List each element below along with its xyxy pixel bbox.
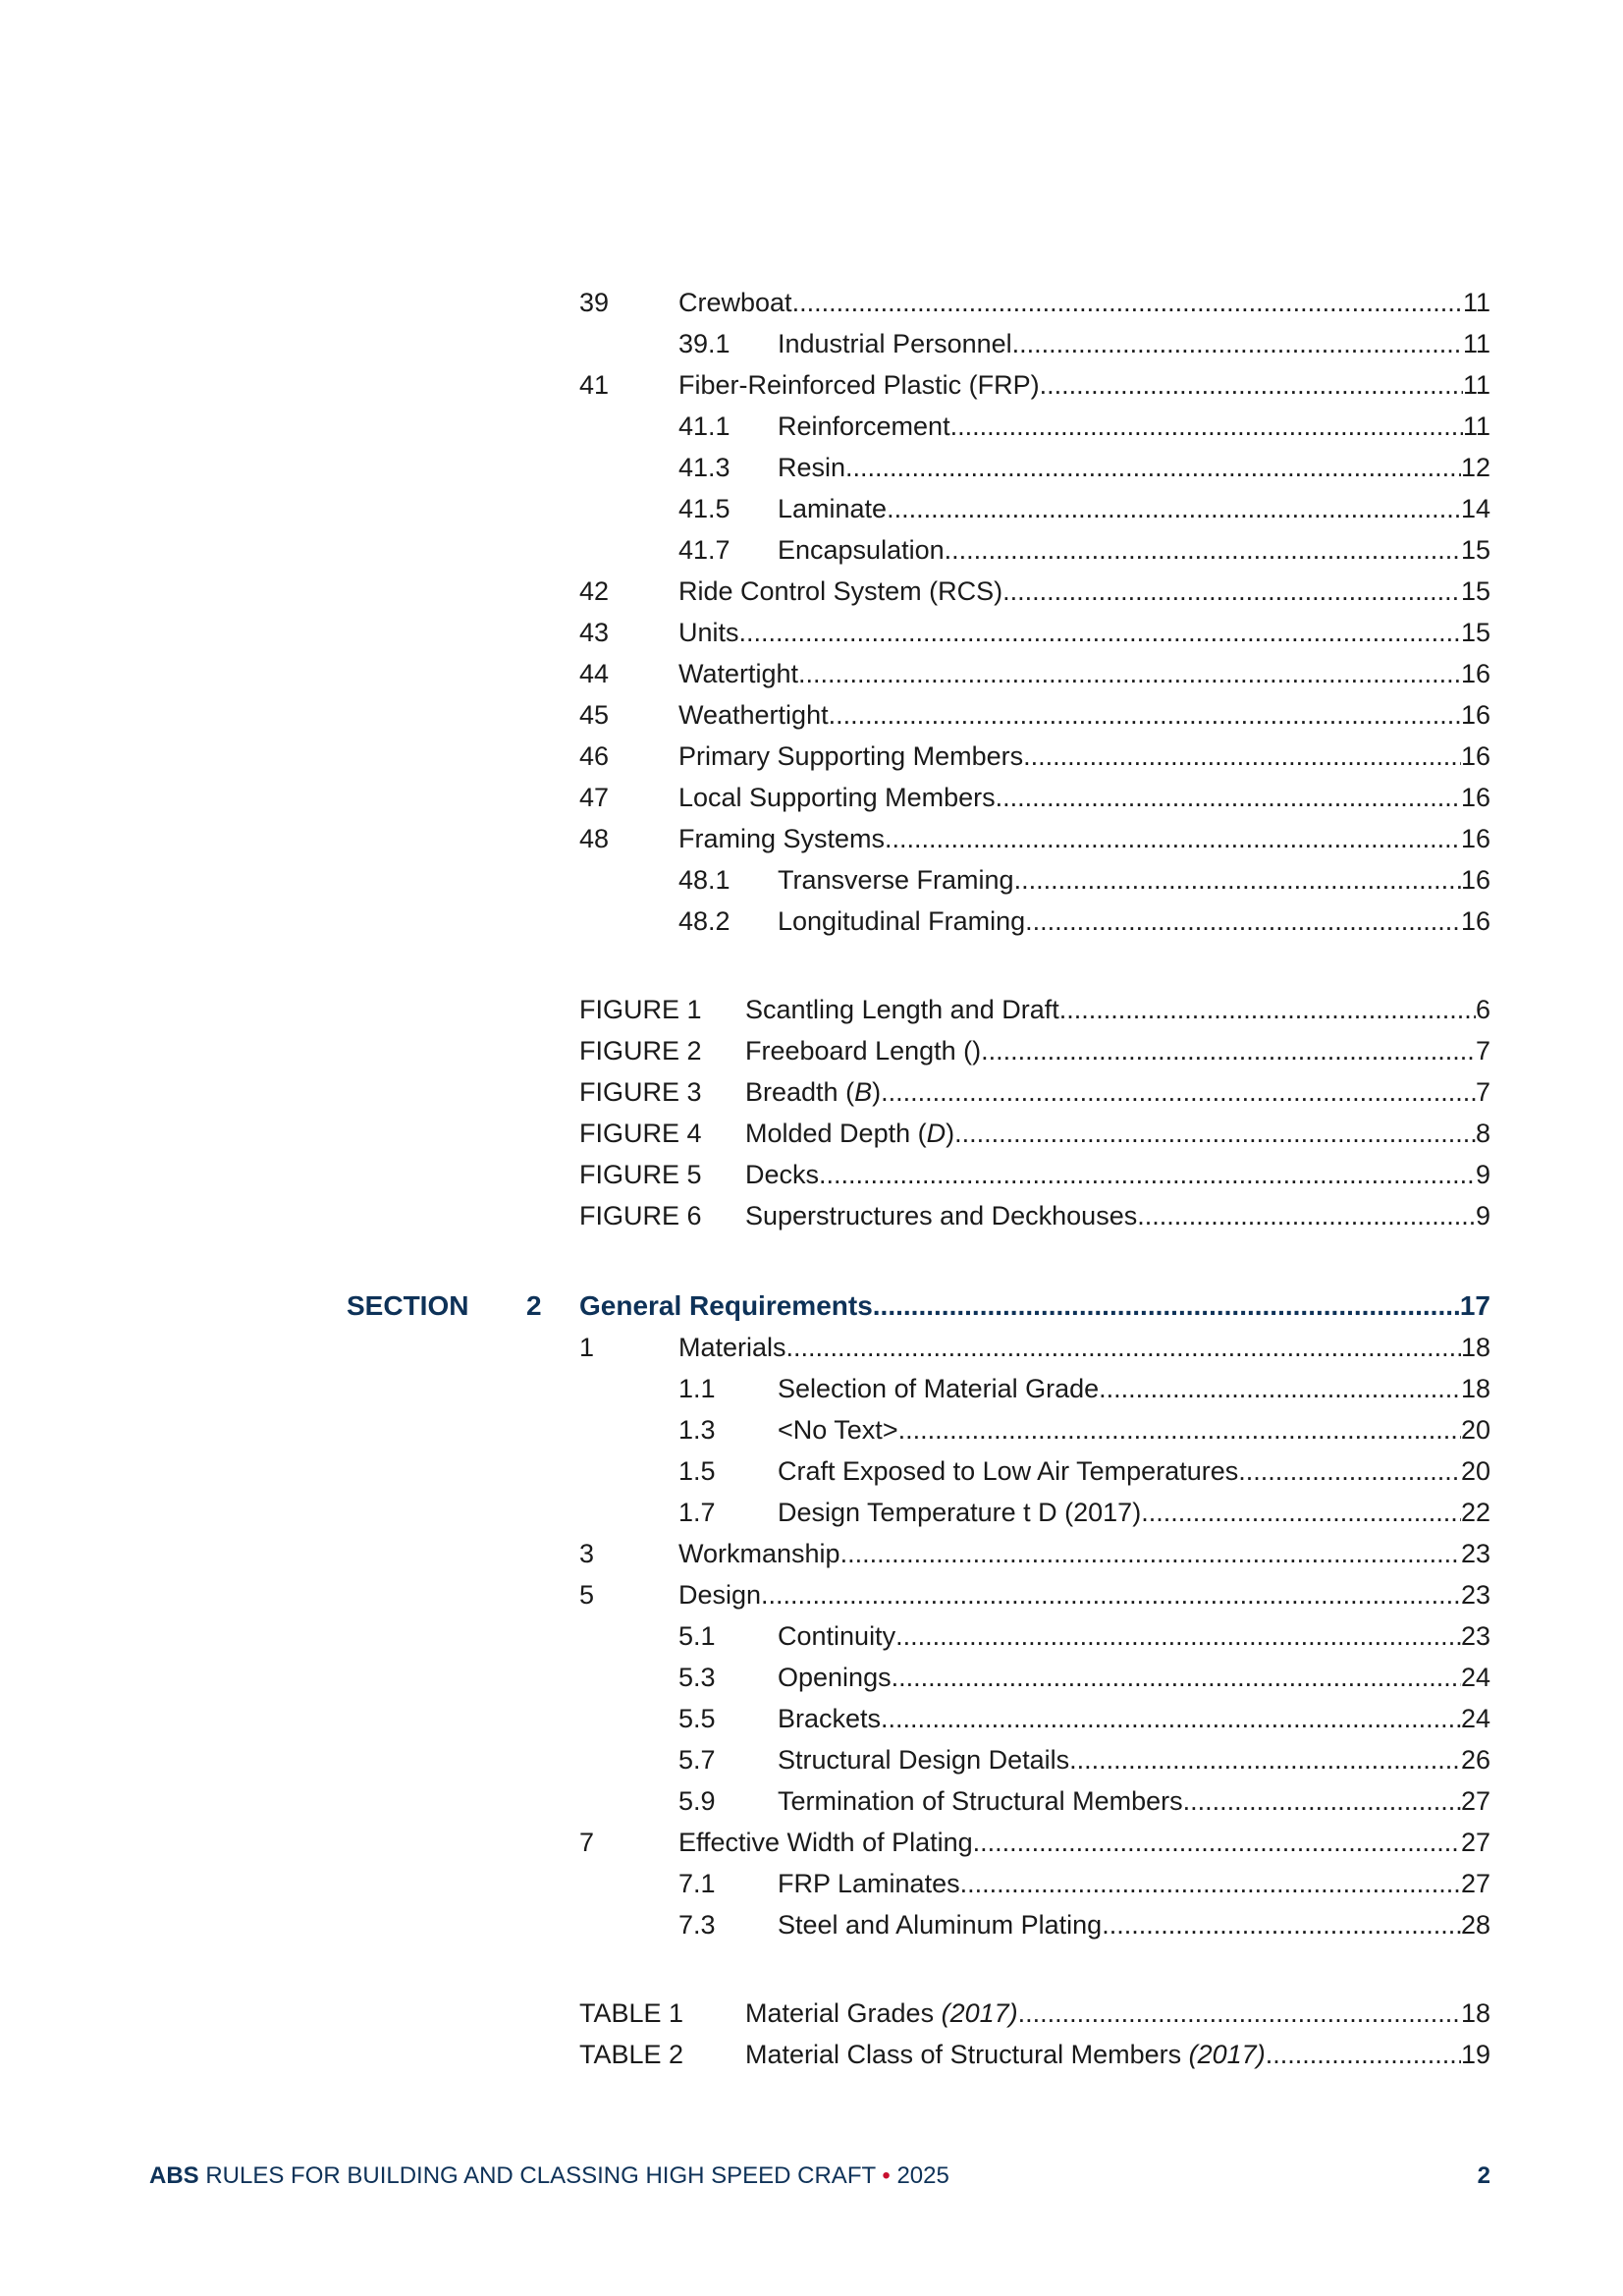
entry-number: FIGURE 6 bbox=[579, 1201, 702, 1230]
entry-title-text: Encapsulation bbox=[778, 535, 945, 565]
entry-title-text: FRP Laminates bbox=[778, 1869, 960, 1898]
entry-title bbox=[778, 1657, 892, 1698]
leader-dots bbox=[1002, 571, 1461, 612]
entry-title-text: Continuity bbox=[778, 1621, 896, 1651]
toc-entry[interactable] bbox=[579, 818, 1490, 859]
entry-title-text: Resin bbox=[778, 453, 846, 482]
entry-number: 7.1 bbox=[678, 1869, 716, 1898]
entry-title bbox=[778, 447, 845, 488]
figure-entry[interactable] bbox=[579, 1030, 1490, 1071]
entry-page: 11 bbox=[1462, 329, 1490, 358]
leader-dots bbox=[892, 1657, 1461, 1698]
leader-dots bbox=[1023, 736, 1461, 777]
toc-entry[interactable] bbox=[579, 282, 1490, 323]
entry-page: 15 bbox=[1460, 535, 1490, 565]
toc-entry[interactable] bbox=[579, 612, 1490, 653]
entry-title-text: Openings bbox=[778, 1663, 892, 1692]
entry-title bbox=[678, 818, 885, 859]
entry-title-italic: D bbox=[926, 1119, 947, 1148]
leader-dots bbox=[898, 1409, 1461, 1450]
entry-title bbox=[678, 653, 798, 694]
entry-title-text: <No Text> bbox=[778, 1415, 898, 1445]
toc-subentry[interactable] bbox=[678, 1904, 1490, 1945]
entry-number: 1.1 bbox=[678, 1374, 716, 1403]
entry-title-text: Steel and Aluminum Plating bbox=[778, 1910, 1103, 1940]
toc-subentry[interactable] bbox=[678, 901, 1490, 942]
toc-entry[interactable] bbox=[579, 1822, 1490, 1863]
entry-page: 22 bbox=[1460, 1498, 1490, 1527]
entry-page: 15 bbox=[1460, 576, 1490, 606]
leader-dots bbox=[792, 282, 1463, 323]
toc-entry[interactable] bbox=[579, 1574, 1490, 1615]
leader-dots bbox=[1141, 1492, 1461, 1533]
entry-title bbox=[778, 1450, 1238, 1492]
entry-title bbox=[778, 1492, 1141, 1533]
leader-dots bbox=[996, 777, 1461, 818]
entry-number: 43 bbox=[579, 618, 610, 647]
toc-entry[interactable] bbox=[579, 571, 1490, 612]
leader-dots bbox=[945, 529, 1461, 571]
figure-entry[interactable] bbox=[579, 1154, 1490, 1195]
entry-title bbox=[778, 1863, 960, 1904]
entry-title-text: Material Class of Structural Members bbox=[745, 2040, 1189, 2069]
toc-subentry[interactable] bbox=[678, 1739, 1490, 1780]
leader-dots bbox=[1040, 364, 1463, 406]
entry-title bbox=[778, 1409, 898, 1450]
entry-title bbox=[778, 859, 1014, 901]
section-page: 17 bbox=[1459, 1290, 1490, 1321]
entry-number: 3 bbox=[579, 1539, 595, 1568]
entry-title-text: Watertight bbox=[678, 659, 799, 688]
table-entry[interactable] bbox=[579, 2034, 1490, 2075]
toc-subentry[interactable] bbox=[678, 1657, 1490, 1698]
toc-subentry[interactable] bbox=[678, 488, 1490, 529]
leader-dots bbox=[1059, 989, 1476, 1030]
toc-subentry[interactable] bbox=[678, 1780, 1490, 1822]
entry-page: 15 bbox=[1460, 618, 1490, 647]
entry-page: 24 bbox=[1460, 1663, 1490, 1692]
entry-page: 27 bbox=[1460, 1828, 1490, 1857]
leader-dots bbox=[1014, 859, 1461, 901]
leader-dots bbox=[954, 1113, 1476, 1154]
leader-dots bbox=[1025, 901, 1461, 942]
leader-dots bbox=[885, 818, 1461, 859]
entry-title-text: Material Grades bbox=[745, 1998, 942, 2028]
entry-title bbox=[778, 1615, 895, 1657]
entry-title bbox=[745, 2034, 1266, 2075]
entry-title bbox=[745, 989, 1059, 1030]
entry-number: 5 bbox=[579, 1580, 595, 1610]
entry-title-text: Units bbox=[678, 618, 739, 647]
leader-dots bbox=[1099, 1368, 1461, 1409]
entry-page: 16 bbox=[1460, 741, 1490, 771]
entry-number: 48 bbox=[579, 824, 610, 853]
entry-number: 41 bbox=[579, 370, 610, 400]
entry-title bbox=[678, 612, 739, 653]
leader-dots bbox=[761, 1574, 1461, 1615]
toc-subentry[interactable] bbox=[678, 1615, 1490, 1657]
entry-title bbox=[678, 282, 792, 323]
entry-page: 6 bbox=[1475, 995, 1490, 1024]
entry-number: 7 bbox=[579, 1828, 595, 1857]
entry-title bbox=[745, 1993, 1018, 2034]
entry-title bbox=[778, 406, 950, 447]
entry-page: 11 bbox=[1462, 411, 1490, 441]
entry-number: 42 bbox=[579, 576, 610, 606]
section-label: SECTION bbox=[347, 1290, 469, 1321]
entry-title bbox=[745, 1071, 881, 1113]
footer-year: 2025 bbox=[896, 2162, 949, 2189]
entry-title-text: Brackets bbox=[778, 1704, 882, 1733]
toc-entry[interactable] bbox=[579, 364, 1490, 406]
entry-title-text: Primary Supporting Members bbox=[678, 741, 1024, 771]
entry-title bbox=[778, 1780, 1183, 1822]
entry-page: 9 bbox=[1475, 1201, 1490, 1230]
toc-subentry[interactable] bbox=[678, 1698, 1490, 1739]
section-title-link[interactable] bbox=[579, 1285, 1490, 1327]
toc-entry[interactable] bbox=[579, 736, 1490, 777]
entry-page: 7 bbox=[1475, 1036, 1490, 1066]
toc-subentry[interactable] bbox=[678, 859, 1490, 901]
entry-page: 16 bbox=[1460, 700, 1490, 730]
entry-page: 8 bbox=[1475, 1119, 1490, 1148]
leader-dots bbox=[1012, 323, 1463, 364]
entry-page: 16 bbox=[1460, 783, 1490, 812]
entry-title bbox=[778, 323, 1012, 364]
page-footer bbox=[149, 2157, 1490, 2196]
entry-title-text: Industrial Personnel bbox=[778, 329, 1012, 358]
entry-number: 41.5 bbox=[678, 494, 730, 523]
entry-title bbox=[678, 694, 829, 736]
entry-number: 45 bbox=[579, 700, 610, 730]
entry-title bbox=[678, 736, 1023, 777]
leader-dots bbox=[845, 447, 1461, 488]
entry-number: 44 bbox=[579, 659, 610, 688]
entry-number: 48.2 bbox=[678, 906, 730, 936]
leader-dots bbox=[840, 1533, 1461, 1574]
entry-title-text: Local Supporting Members bbox=[678, 783, 996, 812]
entry-title-text: Ride Control System (RCS) bbox=[678, 576, 1003, 606]
entry-page: 18 bbox=[1460, 1333, 1490, 1362]
entry-number: FIGURE 1 bbox=[579, 995, 702, 1024]
leader-dots bbox=[786, 1327, 1461, 1368]
entry-title-italic: (2017) bbox=[941, 1998, 1018, 2028]
leader-dots bbox=[873, 1285, 1460, 1327]
entry-number: 1.5 bbox=[678, 1456, 716, 1486]
entry-page: 16 bbox=[1460, 824, 1490, 853]
entry-title bbox=[745, 1154, 819, 1195]
entry-title-text: Effective Width of Plating bbox=[678, 1828, 973, 1857]
entry-page: 11 bbox=[1462, 370, 1490, 400]
toc-subentry[interactable] bbox=[678, 406, 1490, 447]
entry-page: 23 bbox=[1460, 1539, 1490, 1568]
toc-entry[interactable] bbox=[579, 653, 1490, 694]
entry-title-text: Longitudinal Framing bbox=[778, 906, 1026, 936]
table-entry[interactable] bbox=[579, 1993, 1490, 2034]
entry-title-text: Molded Depth ( bbox=[745, 1119, 927, 1148]
entry-number: 47 bbox=[579, 783, 610, 812]
leader-dots bbox=[887, 488, 1461, 529]
leader-dots bbox=[973, 1822, 1461, 1863]
figure-entry[interactable] bbox=[579, 1195, 1490, 1236]
entry-title-text: Design Temperature t D (2017) bbox=[778, 1498, 1142, 1527]
entry-page: 18 bbox=[1460, 1374, 1490, 1403]
entry-number: 39 bbox=[579, 288, 610, 317]
entry-number: 48.1 bbox=[678, 865, 730, 895]
entry-page: 20 bbox=[1460, 1415, 1490, 1445]
entry-number: 1 bbox=[579, 1333, 595, 1362]
entry-page: 20 bbox=[1460, 1456, 1490, 1486]
leader-dots bbox=[1018, 1993, 1461, 2034]
entry-number: 41.3 bbox=[678, 453, 730, 482]
figure-entry[interactable] bbox=[579, 1113, 1490, 1154]
entry-number: 39.1 bbox=[678, 329, 730, 358]
entry-title-text: Scantling Length and Draft bbox=[745, 995, 1059, 1024]
entry-number: 5.1 bbox=[678, 1621, 716, 1651]
leader-dots bbox=[819, 1154, 1476, 1195]
entry-title-text: Craft Exposed to Low Air Temperatures bbox=[778, 1456, 1239, 1486]
entry-number: TABLE 2 bbox=[579, 2040, 684, 2069]
entry-title-text: Superstructures and Deckhouses bbox=[745, 1201, 1138, 1230]
entry-title bbox=[678, 571, 1002, 612]
toc-subentry[interactable] bbox=[678, 323, 1490, 364]
section-title: General Requirements bbox=[579, 1290, 873, 1321]
toc-subentry[interactable] bbox=[678, 1492, 1490, 1533]
entry-title bbox=[778, 1368, 1099, 1409]
entry-page: 27 bbox=[1460, 1786, 1490, 1816]
entry-title bbox=[678, 1327, 786, 1368]
entry-page: 23 bbox=[1460, 1580, 1490, 1610]
entry-page: 19 bbox=[1460, 2040, 1490, 2069]
entry-page: 27 bbox=[1460, 1869, 1490, 1898]
entry-title bbox=[778, 901, 1025, 942]
entry-title bbox=[678, 1822, 973, 1863]
footer-title: RULES FOR BUILDING AND CLASSING HIGH SPEED CRAFT bbox=[205, 2162, 876, 2189]
entry-number: 5.9 bbox=[678, 1786, 716, 1816]
toc-subentry[interactable] bbox=[678, 447, 1490, 488]
entry-title-text: Crewboat bbox=[678, 288, 792, 317]
entry-title-text: Termination of Structural Members bbox=[778, 1786, 1183, 1816]
entry-title bbox=[745, 1030, 981, 1071]
entry-title bbox=[778, 1698, 881, 1739]
entry-title-text: Workmanship bbox=[678, 1539, 840, 1568]
entry-title bbox=[678, 777, 996, 818]
leader-dots bbox=[1137, 1195, 1476, 1236]
entry-title-italic: (2017) bbox=[1188, 2040, 1266, 2069]
entry-title-text: Transverse Framing bbox=[778, 865, 1014, 895]
toc-entry[interactable] bbox=[579, 1533, 1490, 1574]
figure-entry[interactable] bbox=[579, 1071, 1490, 1113]
entry-number: 5.5 bbox=[678, 1704, 716, 1733]
toc-subentry[interactable] bbox=[678, 529, 1490, 571]
entry-title-text: Weathertight bbox=[678, 700, 829, 730]
entry-title-text: Framing Systems bbox=[678, 824, 886, 853]
entry-page: 23 bbox=[1460, 1621, 1490, 1651]
entry-title-text: Fiber-Reinforced Plastic (FRP) bbox=[678, 370, 1040, 400]
entry-page: 24 bbox=[1460, 1704, 1490, 1733]
footer-brand: ABS bbox=[149, 2162, 199, 2189]
entry-title-text: Structural Design Details bbox=[778, 1745, 1070, 1775]
entry-number: FIGURE 5 bbox=[579, 1160, 702, 1189]
entry-title-text: Reinforcement bbox=[778, 411, 950, 441]
leader-dots bbox=[829, 694, 1461, 736]
leader-dots bbox=[881, 1071, 1476, 1113]
entry-title bbox=[745, 1195, 1137, 1236]
entry-title bbox=[678, 1574, 761, 1615]
entry-page: 12 bbox=[1460, 453, 1490, 482]
entry-number: 46 bbox=[579, 741, 610, 771]
leader-dots bbox=[895, 1615, 1461, 1657]
entry-title-text: Freeboard Length () bbox=[745, 1036, 982, 1066]
entry-title bbox=[778, 1904, 1102, 1945]
entry-title bbox=[778, 1739, 1069, 1780]
entry-page: 16 bbox=[1460, 906, 1490, 936]
footer-separator: • bbox=[882, 2162, 891, 2189]
entry-title-text: Decks bbox=[745, 1160, 820, 1189]
entry-page: 16 bbox=[1460, 659, 1490, 688]
entry-page: 11 bbox=[1462, 288, 1490, 317]
entry-title bbox=[778, 529, 945, 571]
leader-dots bbox=[1102, 1904, 1461, 1945]
leader-dots bbox=[881, 1698, 1461, 1739]
toc-entry[interactable] bbox=[579, 1327, 1490, 1368]
entry-number: 1.7 bbox=[678, 1498, 716, 1527]
leader-dots bbox=[960, 1863, 1461, 1904]
entry-title-suffix: ) bbox=[872, 1077, 882, 1107]
leader-dots bbox=[1069, 1739, 1461, 1780]
entry-title bbox=[678, 1533, 840, 1574]
leader-dots bbox=[739, 612, 1461, 653]
entry-number: 5.7 bbox=[678, 1745, 716, 1775]
leader-dots bbox=[1266, 2034, 1461, 2075]
entry-number: FIGURE 3 bbox=[579, 1077, 702, 1107]
footer-page-number: 2 bbox=[1477, 2162, 1490, 2189]
entry-number: 5.3 bbox=[678, 1663, 716, 1692]
toc-entry[interactable] bbox=[579, 694, 1490, 736]
entry-number: 7.3 bbox=[678, 1910, 716, 1940]
entry-title-italic: B bbox=[854, 1077, 873, 1107]
entry-title-text: Laminate bbox=[778, 494, 888, 523]
leader-dots bbox=[1238, 1450, 1461, 1492]
leader-dots bbox=[950, 406, 1463, 447]
leader-dots bbox=[1183, 1780, 1461, 1822]
entry-title bbox=[745, 1113, 954, 1154]
entry-title-text: Materials bbox=[678, 1333, 786, 1362]
entry-page: 16 bbox=[1460, 865, 1490, 895]
entry-title-text: Breadth ( bbox=[745, 1077, 855, 1107]
entry-title bbox=[678, 364, 1040, 406]
entry-title-suffix: ) bbox=[946, 1119, 955, 1148]
entry-number: 41.7 bbox=[678, 535, 730, 565]
entry-number: FIGURE 4 bbox=[579, 1119, 702, 1148]
leader-dots bbox=[981, 1030, 1476, 1071]
entry-number: FIGURE 2 bbox=[579, 1036, 702, 1066]
figure-entry[interactable] bbox=[579, 989, 1490, 1030]
section-number: 2 bbox=[526, 1290, 542, 1321]
entry-page: 7 bbox=[1475, 1077, 1490, 1107]
toc-subentry[interactable] bbox=[678, 1450, 1490, 1492]
entry-title bbox=[778, 488, 887, 529]
entry-page: 9 bbox=[1475, 1160, 1490, 1189]
toc-subentry[interactable] bbox=[678, 1863, 1490, 1904]
toc-entry[interactable] bbox=[579, 777, 1490, 818]
entry-number: 1.3 bbox=[678, 1415, 716, 1445]
entry-number: TABLE 1 bbox=[579, 1998, 684, 2028]
entry-page: 18 bbox=[1460, 1998, 1490, 2028]
entry-page: 28 bbox=[1460, 1910, 1490, 1940]
entry-title-text: Design bbox=[678, 1580, 762, 1610]
toc-subentry[interactable] bbox=[678, 1368, 1490, 1409]
leader-dots bbox=[798, 653, 1461, 694]
entry-page: 14 bbox=[1460, 494, 1490, 523]
toc-subentry[interactable] bbox=[678, 1409, 1490, 1450]
entry-title-text: Selection of Material Grade bbox=[778, 1374, 1100, 1403]
entry-page: 26 bbox=[1460, 1745, 1490, 1775]
entry-number: 41.1 bbox=[678, 411, 730, 441]
